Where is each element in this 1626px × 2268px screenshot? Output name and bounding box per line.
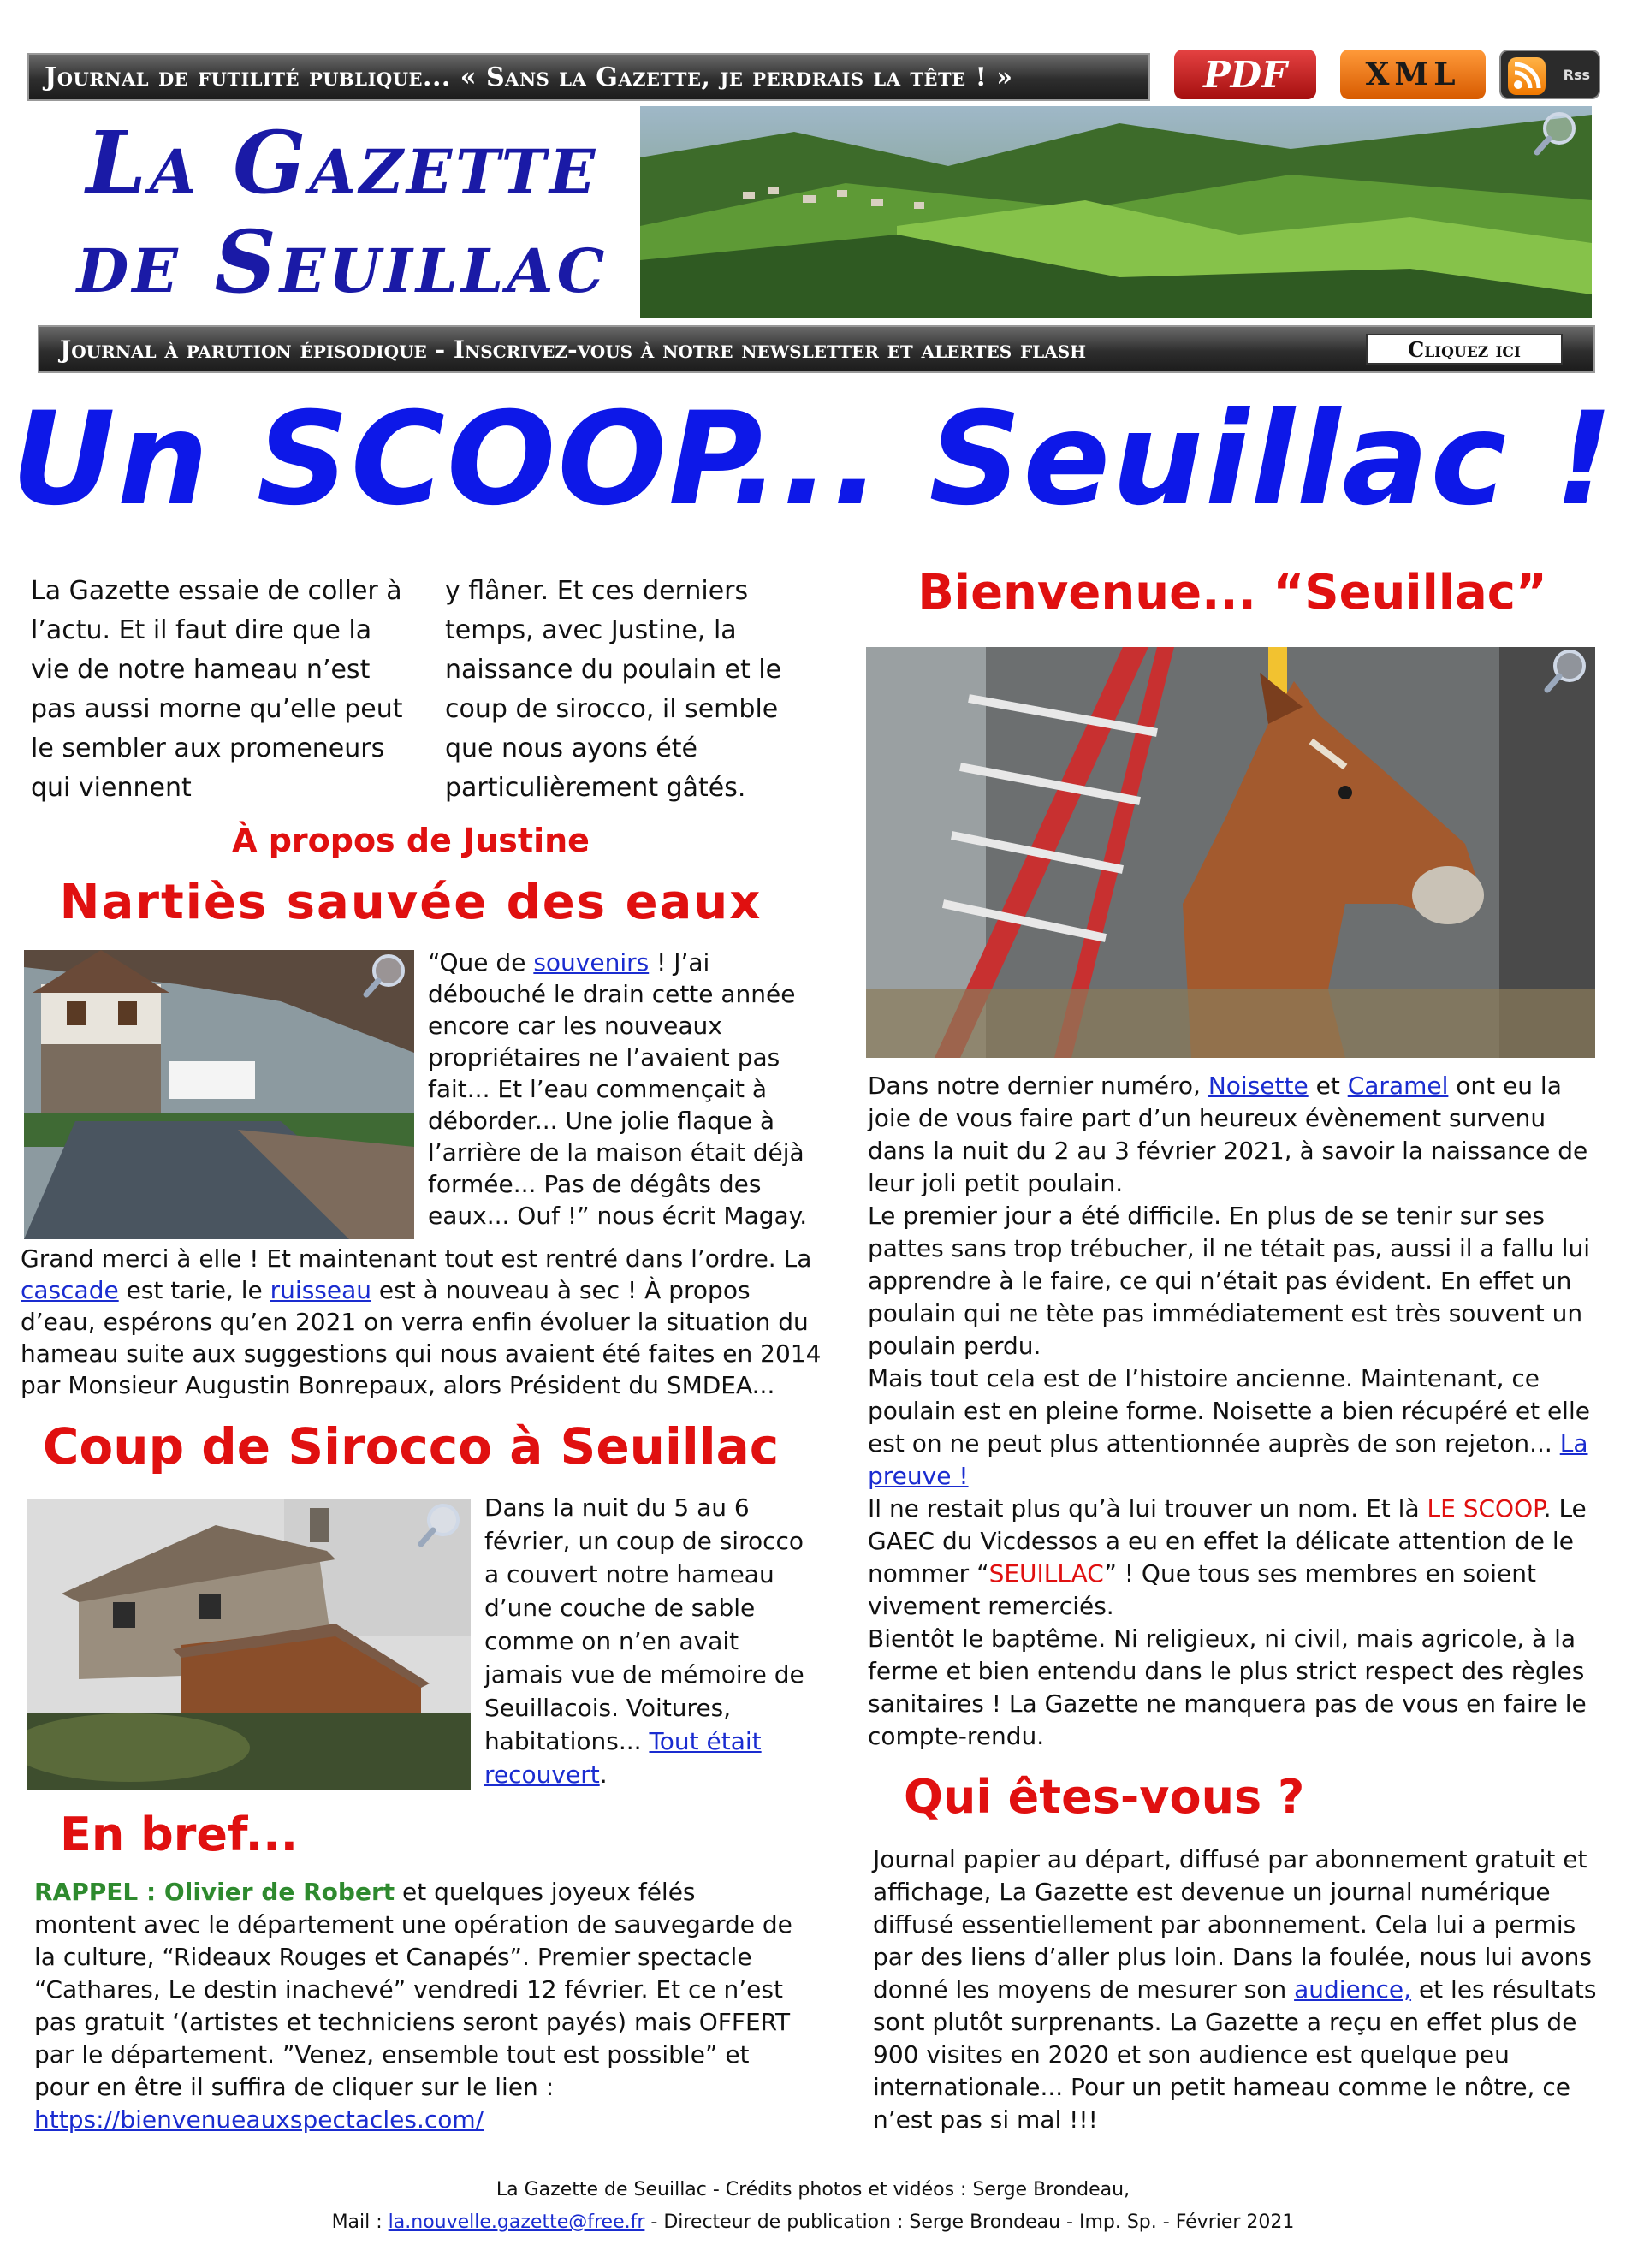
masthead-title — [51, 113, 633, 312]
noisette-link[interactable]: Noisette — [1208, 1072, 1309, 1100]
masthead-line-2: de Seuillac — [76, 211, 608, 312]
subscribe-button[interactable]: Cliquez ici — [1366, 334, 1563, 365]
tout-etait-recouvert-link[interactable]: Tout était recouvert — [484, 1727, 762, 1789]
sirocco-house-photo[interactable] — [27, 1499, 471, 1790]
intro-column-2: y flâner. Et ces derniers temps, avec Justine, la naissance du poulain et le coup de sirocco, il semble que nous ayons été particulièrement gâtés. — [445, 576, 782, 803]
footer-publication: - Directeur de publication : Serge Brondeau - Imp. Sp. - Février 2021 — [644, 2212, 1295, 2233]
narties-quote-text: ! J’ai débouché le drain cette année encore car les nouveaux propriétaires ne l’avaient pas fait... Et l’eau commençait à déborder... Une jolie flaque à l’arrière de la maison était déjà formée... Pas de dégâts des eaux... Ouf !” nous écrit Magay. — [428, 948, 808, 1230]
qui-etes-vous-title: Qui êtes-vous ? — [904, 1770, 1305, 1824]
xml-button[interactable] — [1340, 50, 1486, 99]
justine-kicker: À propos de Justine — [232, 822, 590, 859]
zoom-lens-icon[interactable] — [1542, 647, 1590, 695]
seuillac-paragraph-4 — [868, 1493, 1602, 1623]
le-scoop-text: LE SCOOP — [1427, 1494, 1544, 1523]
seuillac-text-run: et — [1308, 1072, 1348, 1100]
narties-text: est tarie, le — [118, 1276, 270, 1304]
footer-mail-label: Mail : — [331, 2212, 389, 2233]
seuillac-paragraph-5: Bientôt le baptême. Ni religieux, ni civil, mais agricole, à la ferme et bien entendu dans le plus strict respect des règles sanitaires ! La Gazette ne manquera pas de vous en faire le compte-rendu. — [868, 1624, 1587, 1750]
sirocco-section-title: Coup de Sirocco à Seuillac — [42, 1417, 780, 1475]
narties-quote — [428, 947, 823, 1232]
footer-credits: La Gazette de Seuillac - Crédits photos et vidéos : Serge Brondeau, — [496, 2179, 1130, 2200]
seuillac-text-run: ” ! Que tous ses membres en soient vivement remerciés. — [868, 1559, 1536, 1620]
pdf-button[interactable] — [1174, 50, 1316, 99]
rss-icon — [1508, 57, 1546, 95]
narties-text: est à nouveau à sec ! À propos d’eau, espérons qu’en 2021 on verra enfin évoluer la situation du hameau suite aux suggestions qui nous avaient été faites en 2014 par Monsieur Augustin Bonrepaux, alors Président du SMDEA... — [21, 1276, 822, 1399]
la-preuve-link[interactable]: La preuve ! — [868, 1429, 1588, 1490]
sirocco-end: . — [599, 1760, 608, 1789]
narties-text: Grand merci à elle ! Et maintenant tout est rentré dans l’ordre. La — [21, 1244, 812, 1273]
narties-section-title: Nartiès sauvée des eaux — [59, 875, 763, 930]
intro-column-1: La Gazette essaie de coller à l’actu. Et il faut dire que la vie de notre hameau n’est pas aussi morne qu’elle peut le sembler aux promeneurs qui viennent — [31, 576, 403, 803]
en-bref-title: En bref... — [60, 1808, 299, 1861]
footer-contact — [0, 2206, 1626, 2239]
spectacles-link[interactable]: https://bienvenueauxspectacles.com/ — [34, 2105, 484, 2134]
pdf-label: PDF — [1203, 53, 1287, 96]
masthead-line-1: La Gazette — [86, 112, 599, 213]
narties-continuation — [21, 1243, 825, 1401]
en-bref-text — [34, 1876, 796, 2136]
seuillac-paragraph-2: Le premier jour a été difficile. En plus de se tenir sur ses pattes sans trop trébucher, il ne tétait pas, aussi il a fallu lui apprendre à le faire, ce qui n’était pas évident. En effet un poulain qui ne tète pas immédiatement est très souvent un poulain perdu. — [868, 1202, 1591, 1360]
zoom-lens-icon[interactable] — [361, 952, 409, 1000]
caramel-link[interactable]: Caramel — [1347, 1072, 1449, 1100]
rss-button[interactable] — [1499, 50, 1600, 99]
seuillac-text-run: . Le GAEC du Vicdessos a eu en effet la délicate attention de le nommer “ — [868, 1494, 1587, 1588]
rss-label: Rss — [1563, 67, 1590, 83]
qui-text-run: et les résultats sont plutôt surprenants. La Gazette a reçu en effet plus de 900 visites en 2020 et son audience est quelque peu internationale... Pour un petit hameau comme le nôtre, ce n’est pas si mal !!! — [873, 1975, 1597, 2134]
top-tagline: Journal de futilité publique... « Sans la Gazette, je perdrais la tête ! » — [45, 62, 1013, 92]
footer-email-link[interactable]: la.nouvelle.gazette@free.fr — [388, 2212, 645, 2233]
cascade-link[interactable]: cascade — [21, 1276, 119, 1304]
seuillac-text-run: Mais tout cela est de l’histoire ancienne. Maintenant, ce poulain est en pleine forme. Noisette a bien récupéré et elle est on ne peut plus attentionnée auprès de son rejeton... — [868, 1364, 1590, 1458]
seuillac-text-run: Il ne restait plus qu’à lui trouver un nom. Et là — [868, 1494, 1427, 1523]
qui-text-run: Journal papier au départ, diffusé par abonnement gratuit et affichage, La Gazette est devenue un journal numérique diffusé essentiellement par abonnement. Cela lui a permis par des liens d’aller plus loin. Dans la foulée, nous lui avons donné les moyens de mesurer son — [873, 1845, 1592, 2004]
zoom-lens-icon[interactable] — [416, 1501, 464, 1549]
seuillac-name-text: SEUILLAC — [988, 1559, 1105, 1588]
foal-photo[interactable] — [866, 647, 1595, 1058]
sirocco-body: Dans la nuit du 5 au 6 février, un coup de sirocco a couvert notre hameau d’une couche de sable comme on n’en avait jamais vue de mémoire de Seuillacois. Voitures, habitations... — [484, 1493, 804, 1755]
sirocco-text — [484, 1491, 818, 1791]
top-tagline-bar — [27, 53, 1150, 101]
qui-etes-vous-text — [873, 1843, 1600, 2136]
zoom-lens-icon[interactable] — [1532, 110, 1580, 157]
bienvenue-section-title: Bienvenue... “Seuillac” — [917, 565, 1547, 620]
narties-house-photo[interactable] — [24, 950, 414, 1239]
en-bref-body: et quelques joyeux félés montent avec le département une opération de sauvegarde de la culture, “Rideaux Rouges et Canapés”. Premier spectacle “Cathares, Le destin inachevé” vendredi 12 février. Et ce n’est pas gratuit ‘(artistes et techniciens seront payés) mais OFFERT par le département. ”Venez, ensemble tout est possible” et pour en être il suffira de cliquer sur le lien : — [34, 1878, 792, 2101]
rappel-label: RAPPEL : Olivier de Robert — [34, 1878, 395, 1906]
audience-link[interactable]: audience, — [1294, 1975, 1412, 2004]
souvenirs-link[interactable]: souvenirs — [533, 948, 650, 977]
seuillac-article-text — [868, 1070, 1602, 1753]
ruisseau-link[interactable]: ruisseau — [270, 1276, 372, 1304]
sub-tagline-bar — [38, 325, 1595, 373]
narties-quote-text: “Que de — [428, 948, 534, 977]
sub-tagline: Journal à parution épisodique - Inscrivez-vous à notre newsletter et alertes flash — [60, 335, 1087, 364]
xml-label: XML — [1365, 56, 1461, 92]
seuillac-text-run: Dans notre dernier numéro, — [868, 1072, 1208, 1100]
seuillac-paragraph-3 — [868, 1363, 1602, 1493]
seuillac-text-run: ont eu la joie de vous faire part d’un heureux évènement survenu dans la nuit du 2 au 3 février 2021, à savoir la naissance de leur joli petit poulain. — [868, 1072, 1588, 1197]
seuillac-paragraph-1 — [868, 1070, 1602, 1200]
main-headline: Un SCOOP... Seuillac ! — [11, 385, 1615, 534]
valley-banner-photo[interactable] — [640, 106, 1592, 318]
footer — [0, 2174, 1626, 2239]
